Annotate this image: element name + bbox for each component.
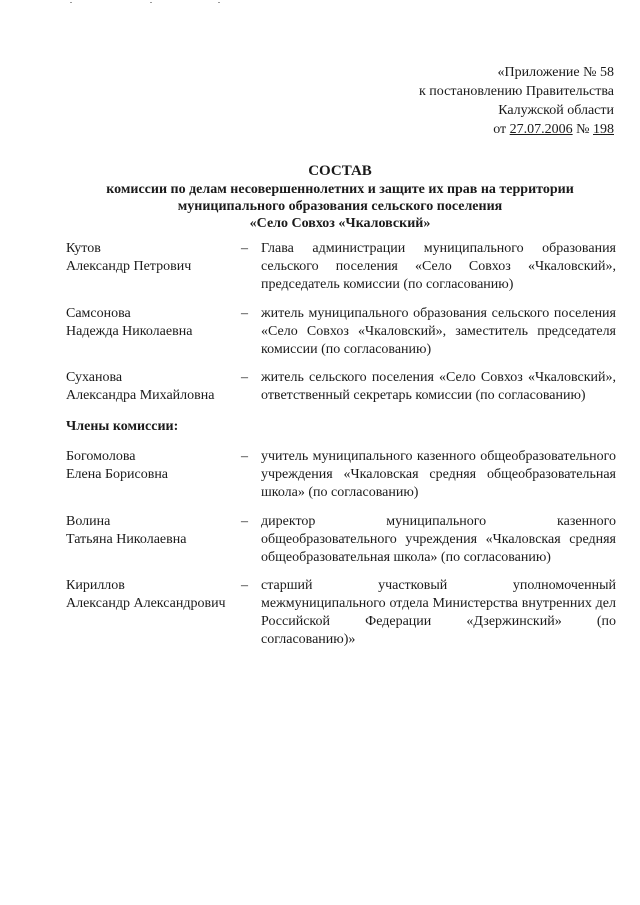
scan-speck (218, 2, 220, 3)
members-heading: Члены комиссии: (66, 419, 179, 434)
scan-speck (150, 2, 152, 3)
member-role: житель муниципального образования сельского поселения «Село Совхоз «Чкаловский», заместитель председателя комиссии (по согласованию) (261, 306, 616, 357)
document-title (60, 163, 620, 232)
appendix-date: 27.07.2006 (509, 122, 573, 137)
title-main: СОСТАВ (308, 163, 372, 179)
separator-dash: – (241, 370, 248, 385)
title-line-2: муниципального образования сельского поселения (177, 199, 503, 214)
separator-dash: – (241, 514, 248, 529)
appendix-resolution: к постановлению Правительства (418, 84, 614, 99)
member-name: Суханова Александра Михайловна (66, 370, 215, 403)
member-name: Кириллов Александр Александрович (66, 578, 226, 611)
separator-dash: – (241, 449, 248, 464)
appendix-number: «Приложение № 58 (497, 65, 614, 80)
member-name: Богомолова Елена Борисовна (66, 449, 169, 482)
appendix-region: Калужской области (498, 103, 614, 118)
appendix-date-line: от 27.07.2006 № 198 (493, 122, 614, 137)
scan-speck (70, 2, 72, 3)
separator-dash: – (241, 306, 248, 321)
member-name: Волина Татьяна Николаевна (66, 514, 187, 547)
appendix-doc-number: 198 (593, 122, 614, 137)
member-name: Кутов Александр Петрович (66, 241, 192, 274)
member-name: Самсонова Надежда Николаевна (66, 306, 193, 339)
title-line-1: комиссии по делам несовершеннолетних и защите их прав на территории (106, 182, 574, 197)
member-role: житель сельского поселения «Село Совхоз «Чкаловский», ответственный секретарь комиссии (по согласованию) (261, 370, 616, 403)
member-role: Глава администрации муниципального образования сельского поселения «Село Совхоз «Чкаловский», председатель комиссии (по согласованию) (261, 241, 616, 292)
member-role: директор муниципального казенного общеобразовательного учреждения «Чкаловская средняя общеобразовательная школа» (по согласованию) (261, 514, 616, 565)
member-role: учитель муниципального казенного общеобразовательного учреждения «Чкаловская средняя общеобразовательная школа» (по согласованию) (261, 449, 616, 500)
appendix-reference (419, 63, 614, 139)
member-role: старший участковый уполномоченный межмуниципального отдела Министерства внутренних дел Российской Федерации «Дзержинский» (по согласованию)» (261, 578, 616, 647)
separator-dash: – (241, 578, 248, 593)
separator-dash: – (241, 241, 248, 256)
title-line-3: «Село Совхоз «Чкаловский» (249, 216, 431, 231)
